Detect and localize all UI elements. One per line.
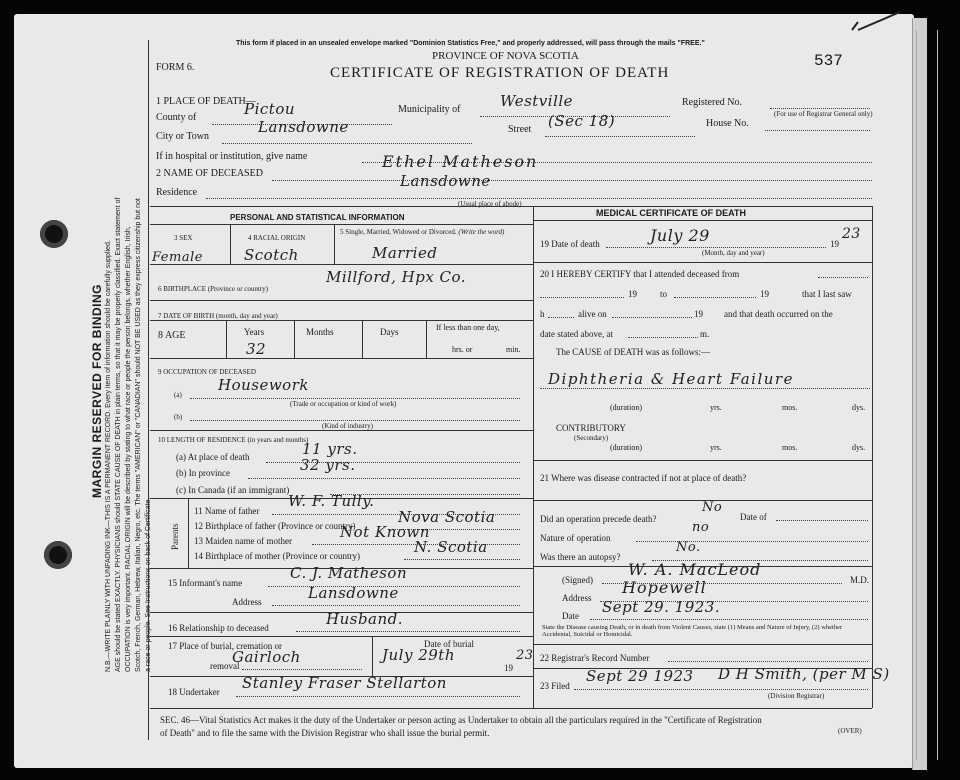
- undertaker-value: Stanley Fraser Stellarton: [242, 674, 447, 692]
- cause-duration-yrs: yrs.: [710, 403, 722, 412]
- relationship-label: 16 Relationship to deceased: [168, 623, 269, 633]
- division-registrar-note: (Division Registrar): [768, 692, 825, 700]
- occupation-value: Housework: [218, 376, 309, 394]
- mother-name-value: Not Known: [340, 523, 430, 541]
- birthplace-value: Millford, Hpx Co.: [326, 268, 467, 286]
- age-years-header: Years: [244, 327, 265, 337]
- mailing-notice: This form if placed in an unsealed envelope marked "Dominion Statistics Free," and properly addressed, will pass through the mails "FREE.": [236, 40, 705, 47]
- row-divider: [426, 320, 427, 358]
- father-name-value: W. F. Tully.: [288, 492, 375, 510]
- residence-length-label: 10 LENGTH OF RESIDENCE (in years and months): [158, 436, 309, 444]
- physician-address-value: Hopewell: [622, 578, 707, 597]
- row-line: [533, 644, 872, 645]
- informant-address-line: [272, 605, 520, 606]
- relationship-value: Husband.: [326, 610, 404, 628]
- disease-contracted-label: 21 Where was disease contracted if not at place of death?: [540, 473, 747, 483]
- alive-h: h: [540, 309, 545, 319]
- row-divider: [230, 224, 231, 264]
- age-label: 8 AGE: [158, 330, 186, 341]
- table-top-line: [150, 206, 872, 207]
- form-left-border: [148, 40, 149, 740]
- row-line: [150, 264, 533, 265]
- row-line: [150, 224, 533, 225]
- record-number-line: [668, 661, 868, 662]
- deceased-name-label: 2 NAME OF DECEASED: [156, 168, 263, 179]
- attend-to-year: 19: [760, 289, 769, 299]
- table-right-border: [872, 206, 873, 708]
- cause-line: [540, 388, 870, 389]
- nature-operation-value: no: [692, 520, 710, 535]
- row-divider: [294, 320, 295, 358]
- nature-operation-line: [636, 541, 868, 542]
- parents-label: Parents: [170, 523, 180, 550]
- table-bottom-line: [150, 708, 872, 709]
- row-line: [150, 300, 533, 301]
- footer-act-text: SEC. 46—Vital Statistics Act makes it the duty of the Undertaker or person acting as Undertaker to obtain all the particulars required in the "Certificate of Registration: [160, 715, 762, 725]
- attend-from-year: 19: [628, 289, 637, 299]
- binding-margin-label: MARGIN RESERVED FOR BINDING: [90, 284, 104, 498]
- margin-instruction-line: OCCUPATION is very important. RACIAL ORIGIN will be described by stating to what race or people the person belongs, whether English, Irish,: [125, 226, 132, 672]
- row-line: [150, 430, 533, 431]
- margin-instruction-line: a race or people. See Instructions on back of Certificate.: [145, 497, 152, 672]
- autopsy-label: Was there an autopsy?: [540, 552, 621, 562]
- date-of-birth-label: 7 DATE OF BIRTH (month, day and year): [158, 312, 278, 320]
- attend-to-line: [674, 297, 756, 298]
- marital-status-label: 5 Single, Married, Widowed or Divorced. (Write the word): [340, 228, 505, 236]
- row-divider: [372, 636, 373, 676]
- age-months-header: Months: [306, 327, 334, 337]
- check-mark-icon: [848, 8, 904, 34]
- burial-date-label: Date of burial: [424, 639, 474, 649]
- burial-year-prefix: 19: [504, 663, 513, 673]
- contributory-duration-yrs: yrs.: [710, 443, 722, 452]
- city-line: [222, 143, 472, 144]
- filed-line: [574, 689, 868, 690]
- industry-line: [190, 420, 520, 421]
- undertaker-line: [236, 696, 520, 697]
- date-stated-label: date stated above, at: [540, 329, 613, 339]
- age-days-header: Days: [380, 327, 399, 337]
- contributory-label: CONTRIBUTORY: [556, 423, 626, 433]
- death-date-note: (Month, day and year): [702, 249, 765, 257]
- death-year-prefix: 19: [830, 239, 839, 249]
- sex-label: 3 SEX: [174, 234, 193, 242]
- in-province-value: 32 yrs.: [300, 456, 356, 474]
- death-date-value: July 29: [650, 226, 710, 245]
- occupation-a: (a): [174, 391, 182, 399]
- place-of-death-heading: 1 PLACE OF DEATH—: [156, 96, 256, 107]
- death-date-line: [606, 247, 826, 248]
- municipality-value: Westville: [500, 92, 574, 110]
- over-note: (OVER): [838, 727, 862, 735]
- row-line: [150, 358, 533, 359]
- death-year-value: 23: [842, 226, 861, 242]
- residence-value: Lansdowne: [400, 172, 491, 190]
- date-stated-line: [628, 337, 698, 338]
- burial-place-line: [242, 669, 362, 670]
- abode-note: (Usual place of abode): [458, 200, 522, 208]
- age-less-than-day: If less than one day,: [436, 323, 500, 332]
- racial-origin-value: Scotch: [244, 246, 299, 264]
- residence-label: Residence: [156, 187, 198, 198]
- certify-line: [818, 277, 868, 278]
- registered-no-line: [770, 108, 870, 109]
- death-date-label: 19 Date of death: [540, 239, 600, 249]
- undertaker-label: 18 Undertaker: [168, 687, 220, 697]
- alive-h-line: [548, 317, 574, 318]
- house-no-line: [765, 130, 870, 131]
- alive-year: 19: [694, 309, 703, 319]
- father-birthplace-value: Nova Scotia: [398, 508, 496, 526]
- informant-address-value: Lansdowne: [308, 584, 399, 602]
- mother-name-label: 13 Maiden name of mother: [194, 536, 292, 546]
- nature-operation-label: Nature of operation: [540, 533, 611, 543]
- cause-duration-mos: mos.: [782, 403, 798, 412]
- margin-instruction-line: N.B.—WRITE PLAINLY WITH UNFADING INK—THIS IS A PERMANENT RECORD. Every item of information should be carefully supplied.: [105, 240, 112, 672]
- record-number-label: 22 Registrar's Record Number: [540, 653, 650, 663]
- cause-label: The CAUSE of DEATH was as follows:—: [556, 347, 710, 357]
- division-registrar-signature: D H Smith, (per M S): [718, 665, 890, 683]
- father-name-label: 11 Name of father: [194, 506, 260, 516]
- secondary-note: (Secondary): [574, 434, 609, 442]
- informant-value: C. J. Matheson: [290, 564, 408, 582]
- alive-on-line: [612, 317, 692, 318]
- attend-to-label: to: [660, 289, 668, 299]
- margin-instructions: [104, 52, 154, 672]
- informant-address-label: Address: [232, 597, 262, 607]
- occupation-line: [190, 398, 520, 399]
- burial-place-value: Gairloch: [232, 648, 301, 666]
- age-minutes: min.: [506, 345, 521, 354]
- age-years-value: 32: [246, 340, 267, 358]
- street-value: (Sec 18): [548, 112, 616, 130]
- burial-place-label: 17 Place of burial, cremation or: [168, 641, 282, 651]
- margin-instruction-line: Scotch, French, German, Hebrew, Italian, Negro, etc. The terms "AMERICAN" or "CANADIAN" should NOT BE USED as they express citizenship but not: [135, 198, 142, 672]
- mother-birthplace-line: [404, 559, 520, 560]
- in-province-label: (b) In province: [176, 468, 230, 478]
- row-line: [533, 460, 872, 461]
- row-divider: [334, 224, 335, 264]
- row-divider: [362, 320, 363, 358]
- at-place-value: 11 yrs.: [302, 440, 358, 458]
- marital-status-value: Married: [372, 244, 438, 262]
- binding-hole-bottom: [44, 541, 72, 569]
- operation-value: No: [702, 500, 723, 515]
- residence-line: [206, 198, 872, 199]
- industry-note: (Kind of industry): [322, 422, 373, 430]
- certificate-date-value: Sept 29. 1923.: [602, 598, 721, 616]
- county-label: County of: [156, 112, 197, 123]
- row-line: [533, 220, 872, 221]
- column-divider: [533, 206, 534, 708]
- age-hours: hrs. or: [452, 345, 473, 354]
- certificate-date-label: Date: [562, 611, 579, 621]
- attend-from-line: [540, 297, 624, 298]
- filed-label: 23 Filed: [540, 681, 570, 691]
- deceased-name-line: [272, 180, 872, 181]
- operation-label: Did an operation precede death?: [540, 514, 657, 524]
- personal-info-heading: PERSONAL AND STATISTICAL INFORMATION: [230, 213, 405, 222]
- burial-date-value: July 29th: [382, 646, 455, 664]
- cause-value: Diphtheria & Heart Failure: [548, 370, 794, 388]
- form-number: FORM 6.: [156, 62, 195, 73]
- county-value: Pictou: [244, 100, 296, 118]
- removal-label: removal: [210, 661, 240, 671]
- mother-birthplace-label: 14 Birthplace of mother (Province or country): [194, 551, 360, 561]
- cause-duration-label: (duration): [610, 403, 642, 412]
- cause-duration-dys: dys.: [852, 403, 866, 412]
- racial-origin-label: 4 RACIAL ORIGIN: [248, 234, 306, 242]
- registrar-use-note: (For use of Registrar General only): [774, 110, 873, 118]
- contributory-duration-mos: mos.: [782, 443, 798, 452]
- physician-signature: W. A. MacLeod: [628, 560, 762, 579]
- informant-label: 15 Informant's name: [168, 578, 243, 588]
- death-occurred-label: and that death occurred on the: [724, 309, 833, 319]
- house-no-label: House No.: [706, 118, 749, 129]
- contributory-duration-dys: dys.: [852, 443, 866, 452]
- occupation-note: (Trade or occupation or kind of work): [290, 400, 397, 408]
- parents-divider: [188, 498, 189, 568]
- city-label: City or Town: [156, 131, 210, 142]
- operation-date-line: [776, 520, 868, 521]
- md-label: M.D.: [850, 575, 870, 585]
- street-line: [545, 136, 695, 137]
- row-divider: [226, 320, 227, 358]
- row-line: [150, 320, 533, 321]
- contributory-duration-label: (duration): [610, 443, 642, 452]
- relationship-line: [296, 631, 520, 632]
- date-stated-m: m.: [700, 329, 710, 339]
- occupation-label: 9 OCCUPATION OF DECEASED: [158, 368, 256, 376]
- physician-address-label: Address: [562, 593, 592, 603]
- binding-hole-top: [40, 220, 68, 248]
- sex-value: Female: [152, 250, 203, 265]
- registered-no-label: Registered No.: [682, 97, 742, 108]
- province-heading: PROVINCE OF NOVA SCOTIA: [432, 50, 579, 62]
- certificate-number: 537: [814, 52, 843, 70]
- mother-birthplace-value: N. Scotia: [414, 538, 488, 556]
- row-line: [533, 262, 872, 263]
- signed-label: (Signed): [562, 575, 593, 585]
- city-value: Lansdowne: [258, 118, 349, 136]
- row-line: [150, 636, 533, 637]
- footer-act-text-continued: of Death" and to file the same with the Division Registrar who shall issue the burial permit.: [160, 728, 490, 738]
- operation-date-label: Date of: [740, 512, 767, 522]
- hospital-label: If in hospital or institution, give name: [156, 151, 308, 162]
- last-saw-label: that I last saw: [802, 289, 852, 299]
- deceased-name-value: Ethel Matheson: [382, 152, 539, 171]
- certificate-date-line: [590, 619, 868, 620]
- medical-certificate-heading: MEDICAL CERTIFICATE OF DEATH: [596, 208, 746, 218]
- municipality-label: Municipality of: [398, 104, 461, 115]
- certificate-title: CERTIFICATE OF REGISTRATION OF DEATH: [330, 65, 670, 81]
- certify-text: 20 I HEREBY CERTIFY that I attended deceased from: [540, 269, 740, 279]
- burial-year-value: 23: [516, 648, 534, 663]
- violent-causes-note: State the Disease causing Death, or in death from Violent Causes, state (1) Means and Nature of Injury, (2) whether Accidental, Suicidal or Homicidal.: [542, 624, 843, 638]
- at-place-label: (a) At place of death: [176, 452, 250, 462]
- page-stack-edge: [916, 30, 938, 760]
- occupation-b: (b): [174, 413, 183, 421]
- in-province-line: [248, 478, 520, 479]
- alive-on-label: alive on: [578, 309, 607, 319]
- street-label: Street: [508, 124, 532, 135]
- father-birthplace-label: 12 Birthplace of father (Province or country): [194, 521, 356, 531]
- filed-date-value: Sept 29 1923: [586, 667, 694, 685]
- birthplace-label: 6 BIRTHPLACE (Province or country): [158, 285, 269, 293]
- in-canada-label: (c) In Canada (if an immigrant): [176, 485, 290, 495]
- autopsy-value: No.: [676, 540, 701, 555]
- margin-instruction-line: AGE should be stated EXACTLY. PHYSICIANS should STATE CAUSE OF DEATH in plain terms, so that it may be properly classified. Exact statement of: [115, 197, 122, 672]
